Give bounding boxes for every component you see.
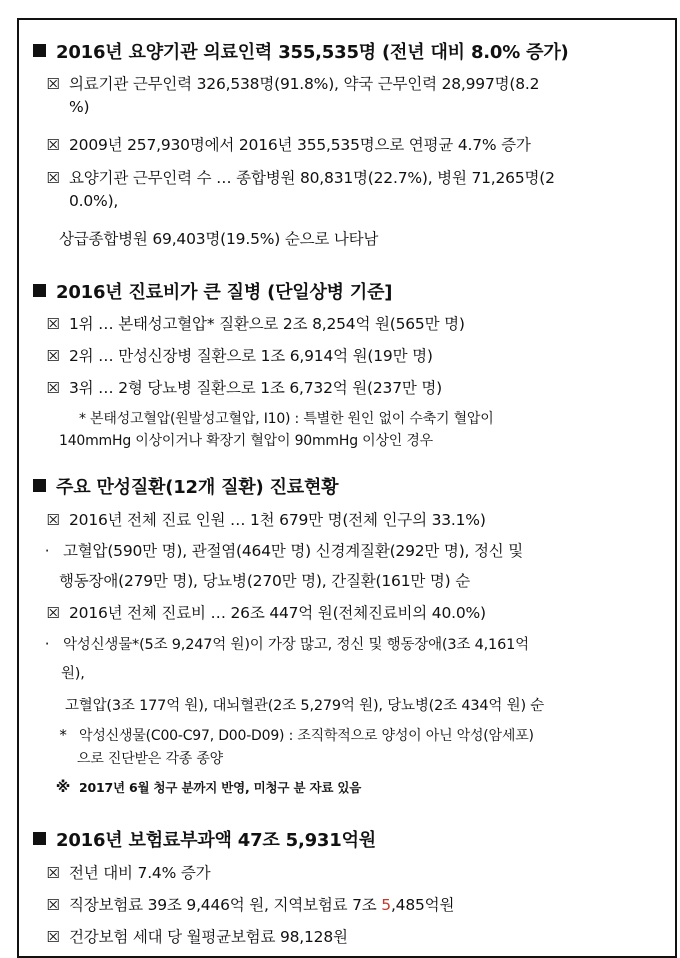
checkbox-x-icon: ☒ [46, 896, 60, 914]
footnote: * 본태성고혈압(원발성고혈압, I10) : 특별한 원인 없이 수축기 혈압이 [79, 411, 494, 427]
checkbox-x-icon: ☒ [46, 864, 60, 882]
list-item: ☒ 1위 … 본태성고혈압* 질환으로 2조 8,254억 원(565만 명) [46, 315, 465, 333]
checkbox-x-icon: ☒ [46, 379, 60, 397]
list-item-continuation: 0.0%), [69, 192, 119, 210]
list-item: ☒ 요양기관 근무인력 수 … 종합병원 80,831명(22.7%), 병원 71,265명(2 [46, 169, 555, 187]
section-heading-insurance-premium: 2016년 보험료부과액 47조 5,931억원 [33, 826, 376, 852]
section-heading-chronic-diseases: 주요 만성질환(12개 질환) 진료현황 [33, 473, 338, 499]
list-item: ☒ 2016년 전체 진료비 … 26조 447억 원(전체진료비의 40.0%) [46, 604, 486, 622]
footnote: * 악성신생물(C00-C97, D00-D09) : 조직학적으로 양성이 아닌 악성(암세포) [55, 725, 534, 745]
black-square-bullet-icon [33, 284, 46, 297]
list-item: ☒ 2016년 전체 진료 인원 … 1천 679만 명(전체 인구의 33.1%) [46, 511, 486, 529]
list-item: ☒ 3위 … 2형 당뇨병 질환으로 1조 6,732억 원(237만 명) [46, 379, 442, 397]
checkbox-x-icon: ☒ [46, 169, 60, 187]
sub-list-item: · 고혈압(590만 명), 관절염(464만 명) 신경계질환(292만 명), 정신 및 [39, 539, 523, 561]
list-item-continuation: %) [69, 98, 90, 116]
checkbox-x-icon: ☒ [46, 347, 60, 365]
black-square-bullet-icon [33, 479, 46, 492]
sub-list-item: · 악성신생물*(5조 9,247억 원)이 가장 많고, 정신 및 행동장애(3조 4,161억 [39, 633, 529, 654]
asterisk-icon: * [59, 726, 67, 744]
footnote-continuation: 으로 진단받은 각종 종양 [77, 751, 223, 767]
middle-dot-bullet-icon: · [44, 635, 50, 653]
checkbox-x-icon: ☒ [46, 315, 60, 333]
black-square-bullet-icon [33, 832, 46, 845]
checkbox-x-icon: ☒ [46, 604, 60, 622]
document-frame [17, 18, 677, 958]
list-item: ☒ 직장보험료 39조 9,446억 원, 지역보험료 7조 5,485억원 [46, 896, 455, 914]
sub-list-item-continuation: 행동장애(279만 명), 당뇨병(270만 명), 간질환(161만 명) 순 [59, 572, 470, 590]
checkbox-x-icon: ☒ [46, 75, 60, 93]
checkbox-x-icon: ☒ [46, 928, 60, 946]
section-heading-medical-staff: 2016년 요양기관 의료인력 355,535명 (전년 대비 8.0% 증가) [33, 38, 569, 64]
reference-note: ※ 2017년 6월 청구 분까지 반영, 미청구 분 자료 있음 [55, 778, 362, 796]
list-item: ☒ 2위 … 만성신장병 질환으로 1조 6,914억 원(19만 명) [46, 347, 433, 365]
checkbox-x-icon: ☒ [46, 511, 60, 529]
middle-dot-bullet-icon: · [44, 542, 50, 560]
list-item-continuation: 상급종합병원 69,403명(19.5%) 순으로 나타남 [59, 230, 379, 248]
black-square-bullet-icon [33, 44, 46, 57]
section-heading-costly-diseases: 2016년 진료비가 큰 질병 (단일상병 기준] [33, 278, 392, 304]
checkbox-x-icon: ☒ [46, 136, 60, 154]
footnote-continuation: 140mmHg 이상이거나 확장기 혈압이 90mmHg 이상인 경우 [59, 433, 433, 449]
sub-list-item-continuation: 원), [61, 666, 85, 682]
list-item: ☒ 건강보험 세대 당 월평균보험료 98,128원 [46, 928, 348, 946]
sub-list-item-continuation: 고혈압(3조 177억 원), 대뇌혈관(2조 5,279억 원), 당뇨병(2조 434억 원) 순 [65, 698, 545, 714]
reference-mark-icon: ※ [55, 778, 71, 796]
list-item: ☒ 2009년 257,930명에서 2016년 355,535명으로 연평균 4.7% 증가 [46, 136, 531, 154]
list-item: ☒ 의료기관 근무인력 326,538명(91.8%), 약국 근무인력 28,997명(8.2 [46, 75, 540, 93]
list-item: ☒ 전년 대비 7.4% 증가 [46, 864, 211, 882]
